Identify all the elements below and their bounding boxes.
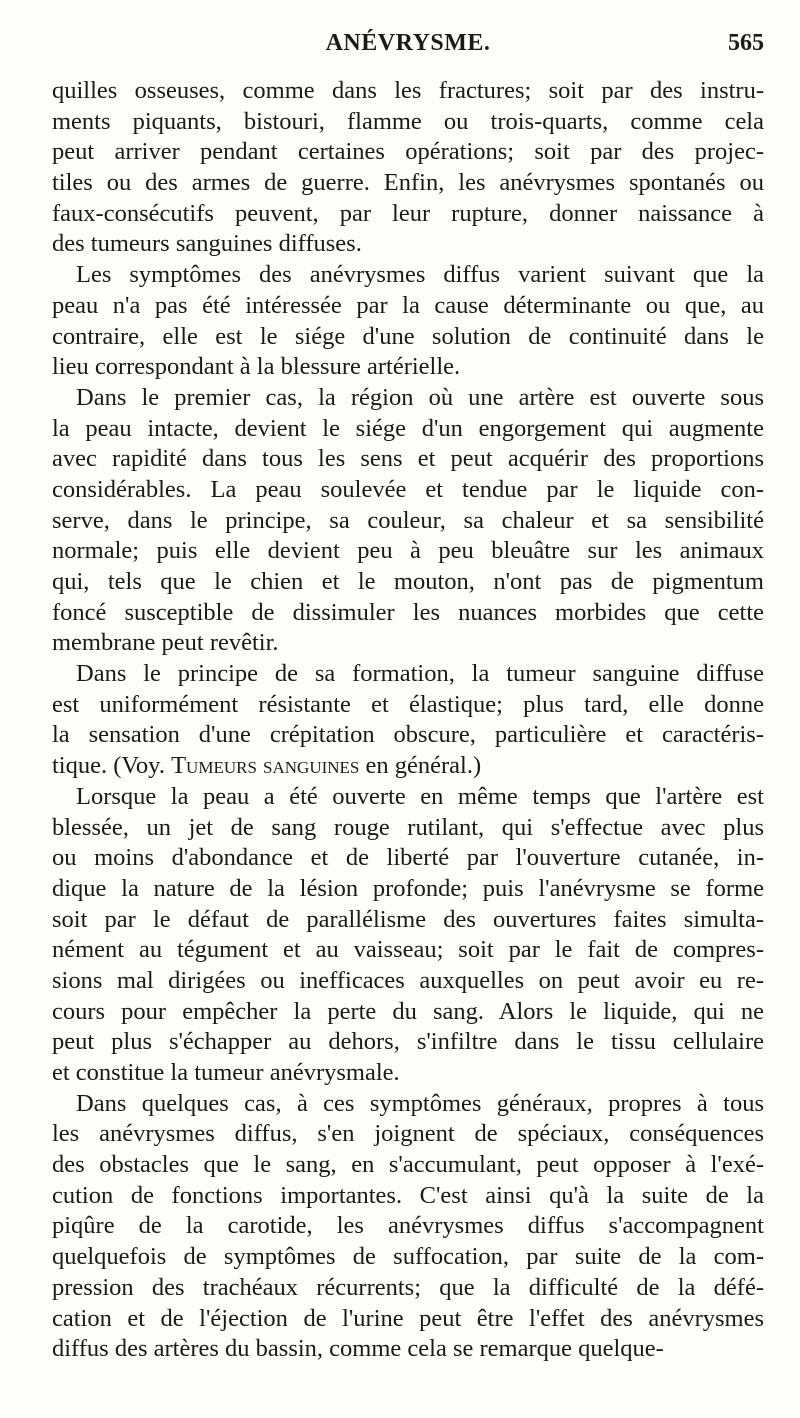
text-line: considérables. La peau soulevée et tendue par le liquide con- — [52, 475, 764, 503]
text-line: Lorsque la peau a été ouverte en même temps que l'artère est — [76, 782, 764, 810]
text-line: tiles ou des armes de guerre. Enfin, les anévrysmes spontanés ou — [52, 169, 764, 197]
text-line: blessée, un jet de sang rouge rutilant, qui s'effectue avec plus — [52, 813, 764, 841]
text-line: ou moins d'abondance et de liberté par l'ouverture cutanée, in- — [52, 844, 764, 872]
text-line: Les symptômes des anévrysmes diffus varient suivant que la — [76, 261, 764, 289]
text-line: et constitue la tumeur anévrysmale. — [52, 1059, 400, 1086]
text-line: diffus des artères du bassin, comme cela se remarque quelque- — [52, 1335, 664, 1363]
text-line: est uniformément résistante et élastique; plus tard, elle donne — [52, 690, 764, 718]
running-head: ANÉVRYSME. — [325, 30, 491, 56]
text-line: soit par le défaut de parallélisme des ouvertures faites simulta- — [52, 905, 764, 933]
text-line: sions mal dirigées ou inefficaces auxquelles on peut avoir eu re- — [52, 966, 764, 994]
text-line: qui, tels que le chien et le mouton, n'ont pas de pigmentum — [52, 568, 764, 595]
text-line: normale; puis elle devient peu à peu bleuâtre sur les animaux — [52, 537, 764, 565]
text-line: cution de fonctions importantes. C'est ainsi qu'à la suite de la — [52, 1181, 764, 1209]
text-line: tique. (Voy. Tumeurs sanguines en général.) — [52, 752, 482, 780]
text-line: quilles osseuses, comme dans les fractures; soit par des instru- — [52, 77, 764, 104]
text-line: des tumeurs sanguines diffuses. — [52, 230, 362, 258]
paragraph — [52, 659, 764, 782]
text-line: foncé susceptible de dissimuler les nuances morbides que cette — [52, 598, 764, 626]
paragraph — [52, 76, 764, 260]
text-line: quelquefois de symptômes de suffocation, par suite de la com- — [52, 1243, 764, 1271]
text-line: dique la nature de la lésion profonde; puis l'anévrysme se forme — [52, 874, 764, 902]
text-line: faux-consécutifs peuvent, par leur rupture, donner naissance à — [52, 199, 764, 227]
text-line: cours pour empêcher la perte du sang. Alors le liquide, qui ne — [52, 997, 764, 1025]
text-line: lieu correspondant à la blessure artérielle. — [52, 353, 461, 381]
paragraph — [52, 260, 764, 383]
paragraph — [52, 1089, 764, 1365]
text-line: peut arriver pendant certaines opérations; soit par des projec- — [52, 138, 764, 166]
text-line: nément au tégument et au vaisseau; soit par le fait de compres- — [52, 936, 764, 964]
text-line: peau n'a pas été intéressée par la cause déterminante ou que, au — [52, 291, 764, 319]
text-line: avec rapidité dans tous les sens et peut acquérir des proportions — [52, 445, 764, 473]
text-line: Dans quelques cas, à ces symptômes généraux, propres à tous — [76, 1089, 764, 1117]
text-line: la peau intacte, devient le siége d'un engorgement qui augmente — [52, 414, 764, 442]
text-line: membrane peut revêtir. — [52, 629, 279, 657]
text-line: Dans le principe de sa formation, la tumeur sanguine diffuse — [76, 660, 764, 688]
text-line: serve, dans le principe, sa couleur, sa chaleur et sa sensibilité — [52, 506, 764, 534]
text-line: pression des trachéaux récurrents; que la difficulté de la défé- — [52, 1273, 764, 1301]
text-line: peut plus s'échapper au dehors, s'infiltre dans le tissu cellulaire — [52, 1028, 764, 1056]
text-line: contraire, elle est le siége d'une solution de continuité dans le — [52, 322, 764, 350]
text-line: les anévrysmes diffus, s'en joignent de spéciaux, conséquences — [52, 1120, 764, 1148]
paragraph — [52, 383, 764, 659]
text-line: cation et de l'éjection de l'urine peut être l'effet des anévrysmes — [52, 1304, 764, 1332]
text-line: la sensation d'une crépitation obscure, particulière et caractéris- — [52, 721, 764, 749]
text-line: piqûre de la carotide, les anévrysmes diffus s'accompagnent — [52, 1212, 764, 1240]
text-line: ments piquants, bistouri, flamme ou trois-quarts, comme cela — [52, 107, 764, 135]
paragraph — [52, 782, 764, 1089]
body-text — [52, 76, 764, 1365]
page-number: 565 — [728, 30, 764, 56]
page-header — [52, 30, 764, 66]
text-line: Dans le premier cas, la région où une artère est ouverte sous — [76, 383, 764, 411]
text-line: des obstacles que le sang, en s'accumulant, peut opposer à l'exé- — [52, 1151, 764, 1179]
